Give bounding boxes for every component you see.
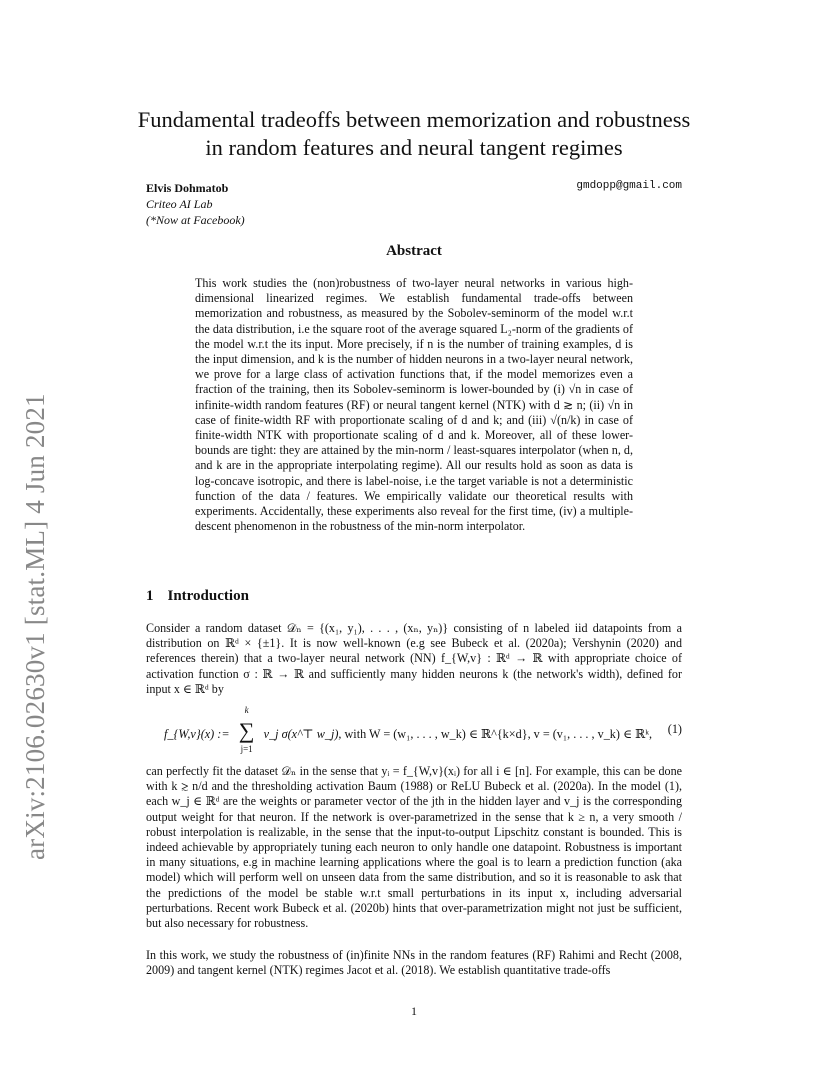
intro-paragraph-2: can perfectly fit the dataset 𝒟ₙ in the sense that yᵢ = f_{W,v}(xᵢ) for all i ∈ [n]. For example, this can be done with k ≳ n/d and the thresholding activation Baum (1988) or ReLU Bubeck et al. (2020a). In the model (1), each w_j ∈ ℝᵈ are the weights or parameter vector of the jth in the hidden layer and v_j is the corresponding output weight for that neuron. If the network is over-parametrized in the sense that k ≥ n, a very smooth / robust interpolation is realizable, in the sense that the input-to-output Lipschitz constant is bounded. This is indeed achievable by appropriately tuning each neuron to only handle one datapoint. Robustness is important in many situations, e.g in machine learning applications where the goal is to learn a prediction function (aka model) which will perform well on unseen data from the same distribution, and so it is reasonable to ask that the predictions of the model be stable w.r.t small perturbations in its input x, including adversarial perturbations. Recent work Bubeck et al. (2020b) hints that over-parametrization might not just be sufficient, but also necessary for robustness. xyxy=(146,764,682,931)
equation-1 xyxy=(146,702,682,754)
section-number: 1 xyxy=(146,588,154,604)
section-heading xyxy=(146,588,249,605)
arxiv-identifier-stamp: arXiv:2106.02630v1 [stat.ML] 4 Jun 2021 xyxy=(20,393,50,860)
author-note: (*Now at Facebook) xyxy=(146,213,245,227)
equation-number: (1) xyxy=(667,722,682,736)
page-number: 1 xyxy=(411,1004,417,1018)
summation-symbol: k ∑ j=1 xyxy=(235,722,259,742)
paper-title: Fundamental tradeoffs between memorization and robustness in random features and neural tangent regimes xyxy=(137,107,691,160)
equation-lhs: f_{W,v}(x) := xyxy=(164,727,230,741)
abstract-heading: Abstract xyxy=(386,243,442,259)
sum-lower-limit: j=1 xyxy=(240,744,253,754)
author-name: Elvis Dohmatob xyxy=(146,181,229,195)
author-email: gmdopp@gmail.com xyxy=(576,180,682,192)
sum-upper-limit: k xyxy=(244,705,249,715)
equation-summand: v_j σ(x^⊤ w_j), xyxy=(263,727,342,741)
section-title: Introduction xyxy=(167,588,249,604)
author-block xyxy=(146,180,245,228)
intro-paragraph-3: In this work, we study the robustness of (in)finite NNs in the random features (RF) Rahimi and Recht (2008, 2009) and tangent kernel (NTK) regimes Jacot et al. (2018). We establish quantitative trade-offs xyxy=(146,948,682,978)
intro-paragraph-1: Consider a random dataset 𝒟ₙ = {(x₁, y₁), . . . , (xₙ, yₙ)} consisting of n labeled iid datapoints from a distribution on ℝᵈ × {±1}. It is now well-known (e.g see Bubeck et al. (2020a); Vershynin (2020) and references therein) that a two-layer neural network (NN) f_{W,v} : ℝᵈ → ℝ with appropriate choice of activation function σ : ℝ → ℝ and sufficiently many hidden neurons k (the network's width), defined for input x ∈ ℝᵈ by xyxy=(146,621,682,696)
abstract-text: This work studies the (non)robustness of two-layer neural networks in various high-dimensional linearized regimes. We establish fundamental trade-offs between memorization and robustness, as measured by the Sobolev-seminorm of the model w.r.t the data distribution, i.e the square root of the average squared L₂-norm of the gradients of the model w.r.t the its input. More precisely, if n is the number of training examples, d is the input dimension, and k is the number of hidden neurons in a two-layer neural network, we prove for a large class of activation functions that, if the model memorizes even a fraction of the training, then its Sobolev-seminorm is lower-bounded by (i) √n in case of infinite-width random features (RF) or neural tangent kernel (NTK) with d ≳ n; (ii) √n in case of finite-width RF with proportionate scaling of d and k; and (iii) √(n/k) in case of finite-width NTK with proportionate scaling of d and k. Moreover, all of these lower-bounds are tight: they are attained by the min-norm / least-squares interpolator (when n, d, and k are in the appropriate interpolating regime). All our results hold as soon as data is log-concave isotropic, and there is label-noise, i.e the target variable is not a deterministic function of the data / features. We empirically validate our theoretical results with experiments. Accidentally, these experiments also reveal for the first time, (iv) a multiple-descent phenomenon in the robustness of the min-norm interpolator. xyxy=(195,276,633,534)
author-affiliation: Criteo AI Lab xyxy=(146,197,213,211)
equation-rhs: with W = (w₁, . . . , w_k) ∈ ℝ^{k×d}, v = (v₁, . . . , v_k) ∈ ℝᵏ, xyxy=(344,727,653,741)
